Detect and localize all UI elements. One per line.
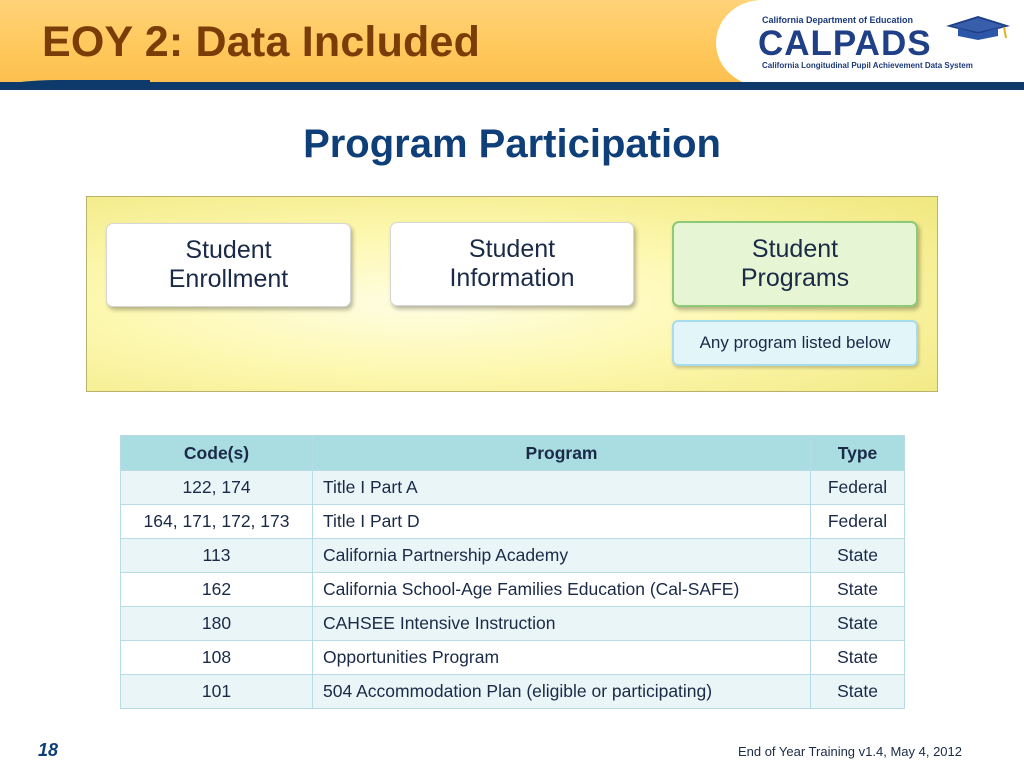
cell-type: State bbox=[811, 641, 905, 675]
box-line: Enrollment bbox=[168, 265, 289, 293]
student-enrollment-box bbox=[106, 223, 351, 307]
box-line: Student bbox=[751, 235, 839, 263]
cell-type: State bbox=[811, 607, 905, 641]
cell-type: Federal bbox=[811, 471, 905, 505]
cell-codes: 108 bbox=[121, 641, 313, 675]
student-information-box bbox=[390, 222, 634, 306]
cell-program: Title I Part D bbox=[313, 505, 811, 539]
table-row bbox=[121, 607, 905, 641]
programs-note: Any program listed below bbox=[672, 320, 918, 366]
cell-codes: 101 bbox=[121, 675, 313, 709]
program-table bbox=[120, 435, 905, 709]
cell-type: State bbox=[811, 539, 905, 573]
student-programs-box bbox=[672, 221, 918, 307]
cell-program: CAHSEE Intensive Instruction bbox=[313, 607, 811, 641]
column-header-type: Type bbox=[811, 436, 905, 471]
cell-type: Federal bbox=[811, 505, 905, 539]
cell-program: California School-Age Families Education (Cal-SAFE) bbox=[313, 573, 811, 607]
header-rule bbox=[0, 82, 1024, 90]
table-row bbox=[121, 573, 905, 607]
cell-codes: 122, 174 bbox=[121, 471, 313, 505]
cell-type: State bbox=[811, 573, 905, 607]
box-line: Programs bbox=[740, 264, 850, 292]
cell-program: California Partnership Academy bbox=[313, 539, 811, 573]
logo-calpads: CALPADS bbox=[758, 24, 932, 63]
logo-subtitle: California Longitudinal Pupil Achievement Data System bbox=[762, 61, 973, 70]
logo-department-text: California Department of Education bbox=[762, 15, 914, 25]
box-line: Student bbox=[468, 235, 556, 263]
footer-text: End of Year Training v1.4, May 4, 2012 bbox=[737, 744, 962, 759]
header-banner bbox=[0, 0, 1024, 86]
page-number: 18 bbox=[38, 740, 59, 760]
cell-codes: 162 bbox=[121, 573, 313, 607]
graduation-cap-icon bbox=[944, 14, 1012, 40]
cell-program: 504 Accommodation Plan (eligible or participating) bbox=[313, 675, 811, 709]
slide-title: EOY 2: Data Included bbox=[42, 18, 481, 66]
box-line: Student bbox=[185, 236, 272, 264]
cell-program: Opportunities Program bbox=[313, 641, 811, 675]
table-row bbox=[121, 641, 905, 675]
column-header-codes: Code(s) bbox=[121, 436, 313, 471]
cell-codes: 180 bbox=[121, 607, 313, 641]
table-row bbox=[121, 471, 905, 505]
table-header-row bbox=[121, 436, 905, 471]
table-row bbox=[121, 539, 905, 573]
box-line: Information bbox=[449, 264, 575, 292]
cell-type: State bbox=[811, 675, 905, 709]
cell-codes: 164, 171, 172, 173 bbox=[121, 505, 313, 539]
table-row bbox=[121, 505, 905, 539]
cell-program: Title I Part A bbox=[313, 471, 811, 505]
column-header-program: Program bbox=[313, 436, 811, 471]
table-row bbox=[121, 675, 905, 709]
section-heading: Program Participation bbox=[303, 122, 721, 166]
cell-codes: 113 bbox=[121, 539, 313, 573]
